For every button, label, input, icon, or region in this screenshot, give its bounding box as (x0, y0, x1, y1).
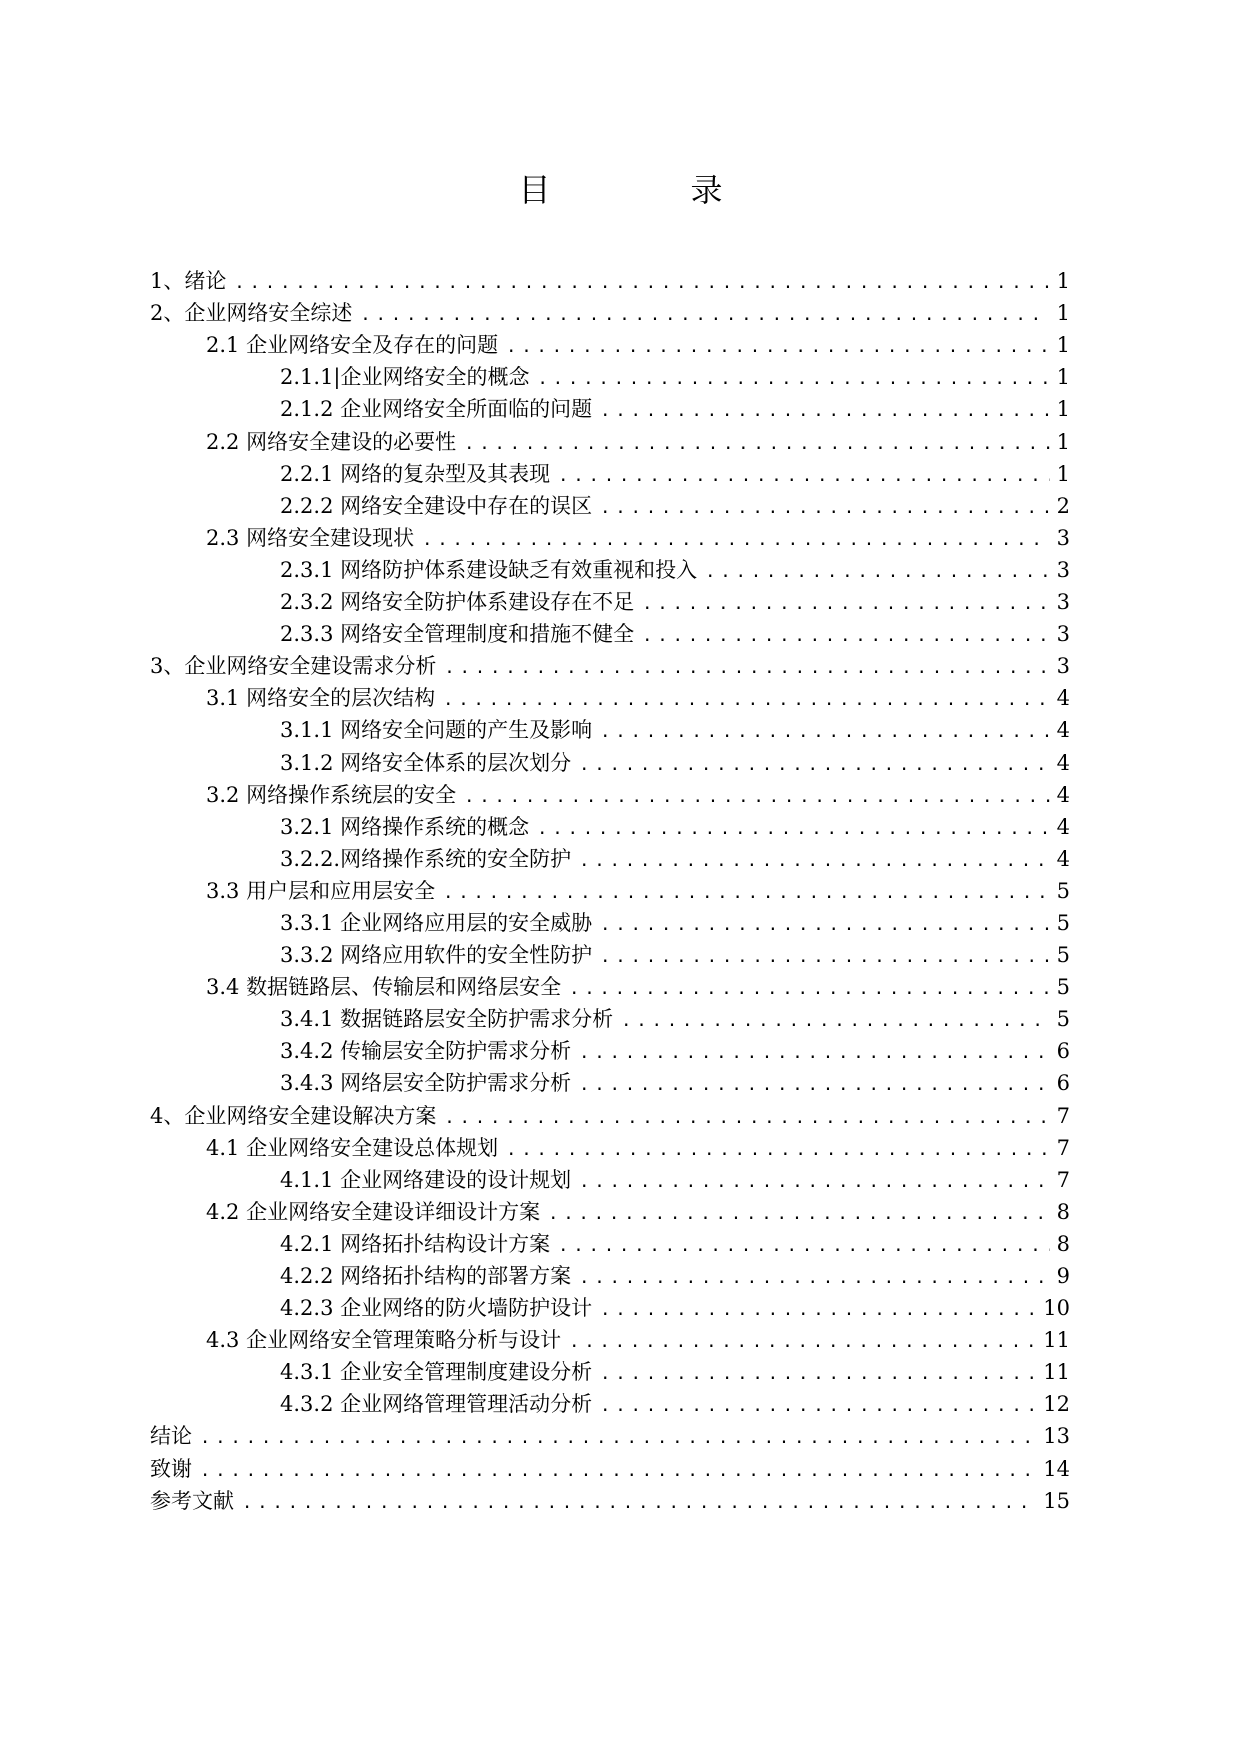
toc-dot-leader (506, 336, 1050, 358)
toc-entry[interactable] (150, 872, 1070, 904)
toc-entry-page-number: 1 (1056, 429, 1070, 454)
toc-entry-title: 3.4.2 传输层安全防护需求分析 (280, 1039, 572, 1064)
toc-entry[interactable] (150, 1129, 1070, 1161)
toc-dot-leader (443, 689, 1050, 711)
toc-entry-title: 2.3.1 网络防护体系建设缺乏有效重视和投入 (280, 557, 698, 582)
toc-dot-leader (579, 1042, 1050, 1064)
toc-entry-title: 结论 (150, 1424, 192, 1449)
toc-entry[interactable] (150, 647, 1070, 679)
toc-dot-leader (538, 368, 1050, 390)
toc-entry-page-number: 5 (1056, 975, 1070, 1000)
toc-entry[interactable] (150, 808, 1070, 840)
toc-entry-title: 3.2.1 网络操作系统的概念 (280, 814, 530, 839)
toc-dot-leader (600, 721, 1050, 743)
toc-entry[interactable] (150, 679, 1070, 711)
toc-entry[interactable] (150, 936, 1070, 968)
toc-entry-page-number: 6 (1056, 1071, 1070, 1096)
toc-entry-title: 3.2 网络操作系统层的安全 (206, 782, 457, 807)
toc-dot-leader (242, 1492, 1037, 1514)
toc-entry[interactable] (150, 1385, 1070, 1417)
toc-entry[interactable] (150, 711, 1070, 743)
toc-entry[interactable] (150, 615, 1070, 647)
toc-entry-page-number: 1 (1056, 365, 1070, 390)
toc-entry-title: 3.3.1 企业网络应用层的安全威胁 (280, 910, 593, 935)
toc-dot-leader (705, 561, 1050, 583)
toc-entry[interactable] (150, 583, 1070, 615)
toc-entry[interactable] (150, 487, 1070, 519)
toc-entry-title: 3.1.2 网络安全体系的层次划分 (280, 750, 572, 775)
toc-dot-leader (600, 1395, 1037, 1417)
toc-entry-title: 3.1 网络安全的层次结构 (206, 686, 436, 711)
page-title: 目 录 (518, 171, 777, 209)
toc-entry-page-number: 4 (1056, 782, 1070, 807)
toc-entry-title: 2.1 企业网络安全及存在的问题 (206, 333, 499, 358)
toc-dot-leader (464, 433, 1050, 455)
toc-entry-title: 4.2.2 网络拓扑结构的部署方案 (280, 1264, 572, 1288)
toc-entry-page-number: 1 (1056, 301, 1070, 326)
toc-entry[interactable] (150, 1353, 1070, 1385)
toc-entry-title: 3.4.3 网络层安全防护需求分析 (280, 1071, 572, 1096)
toc-dot-leader (600, 914, 1050, 936)
toc-entry-title: 3.4 数据链路层、传输层和网络层安全 (206, 975, 562, 1000)
toc-entry-title: 4.3 企业网络安全管理策略分析与设计 (206, 1328, 562, 1353)
toc-entry-page-number: 7 (1056, 1103, 1070, 1128)
toc-entry-page-number: 11 (1043, 1328, 1070, 1353)
toc-dot-leader (579, 1267, 1050, 1289)
toc-entry[interactable] (150, 422, 1070, 454)
toc-entry[interactable] (150, 1000, 1070, 1032)
toc-dot-leader (443, 882, 1050, 904)
toc-entry-page-number: 1 (1056, 397, 1070, 422)
toc-dot-leader (579, 754, 1050, 776)
toc-entry-page-number: 3 (1056, 557, 1070, 582)
toc-dot-leader (360, 304, 1050, 326)
toc-entry[interactable] (150, 1032, 1070, 1064)
toc-entry-title: 2.3.3 网络安全管理制度和措施不健全 (280, 622, 635, 647)
toc-entry[interactable] (150, 1289, 1070, 1321)
toc-entry-page-number: 11 (1043, 1360, 1070, 1385)
toc-dot-leader (558, 1235, 1050, 1257)
toc-entry[interactable] (150, 904, 1070, 936)
toc-entry-page-number: 1 (1056, 269, 1070, 294)
toc-entry-page-number: 3 (1056, 622, 1070, 647)
toc-dot-leader (569, 978, 1050, 1000)
toc-entry-title: 2.2 网络安全建设的必要性 (206, 429, 457, 454)
toc-entry-title: 2.2.1 网络的复杂型及其表现 (280, 461, 551, 486)
toc-entry[interactable] (150, 743, 1070, 775)
toc-entry[interactable] (150, 1482, 1070, 1514)
toc-dot-leader (600, 1299, 1037, 1321)
toc-dot-leader (600, 1363, 1037, 1385)
toc-entry-title: 2.2.2 网络安全建设中存在的误区 (280, 493, 593, 518)
toc-dot-leader (600, 946, 1050, 968)
toc-entry-page-number: 9 (1056, 1264, 1070, 1288)
toc-dot-leader (558, 465, 1050, 487)
toc-dot-leader (548, 1203, 1050, 1225)
toc-entry-page-number: 15 (1043, 1488, 1070, 1513)
toc-entry-title: 4.2.3 企业网络的防火墙防护设计 (280, 1296, 593, 1321)
toc-entry[interactable] (150, 1193, 1070, 1225)
toc-entry[interactable] (150, 455, 1070, 487)
toc-entry-page-number: 8 (1056, 1231, 1070, 1256)
toc-dot-leader (579, 1171, 1050, 1193)
toc-entry-page-number: 1 (1056, 333, 1070, 358)
toc-entry-title: 2.3.2 网络安全防护体系建设存在不足 (280, 590, 635, 615)
toc-entry-page-number: 3 (1056, 654, 1070, 679)
toc-entry-title: 2.3 网络安全建设现状 (206, 525, 415, 550)
toc-dot-leader (600, 400, 1050, 422)
toc-entry-page-number: 4 (1056, 846, 1070, 871)
toc-entry[interactable] (150, 1225, 1070, 1257)
toc-dot-leader (569, 1331, 1037, 1353)
toc-entry[interactable] (150, 262, 1070, 294)
toc-dot-leader (579, 1074, 1050, 1096)
toc-entry-page-number: 13 (1043, 1424, 1070, 1449)
toc-entry-title: 3.3 用户层和应用层安全 (206, 878, 436, 903)
toc-entry-page-number: 7 (1056, 1135, 1070, 1160)
toc-entry-title: 3.2.2.网络操作系统的安全防护 (280, 846, 572, 871)
toc-entry-title: 4、企业网络安全建设解决方案 (150, 1103, 437, 1128)
toc-entry-page-number: 7 (1056, 1167, 1070, 1192)
toc-dot-leader (600, 497, 1050, 519)
toc-dot-leader (642, 625, 1050, 647)
toc-entry-title: 4.2 企业网络安全建设详细设计方案 (206, 1199, 541, 1224)
toc-entry[interactable] (150, 1321, 1070, 1353)
toc-entry-page-number: 4 (1056, 814, 1070, 839)
toc-entry-page-number: 5 (1056, 943, 1070, 968)
toc-dot-leader (444, 657, 1050, 679)
toc-entry-title: 3、企业网络安全建设需求分析 (150, 654, 437, 679)
toc-entry-title: 2.1.1|企业网络安全的概念 (280, 365, 530, 390)
toc-entry[interactable] (150, 1064, 1070, 1096)
toc-entry-title: 3.4.1 数据链路层安全防护需求分析 (280, 1007, 614, 1032)
toc-dot-leader (642, 593, 1050, 615)
toc-entry-title: 4.1.1 企业网络建设的设计规划 (280, 1167, 572, 1192)
toc-entry[interactable] (150, 1096, 1070, 1128)
toc-entry-title: 3.3.2 网络应用软件的安全性防护 (280, 943, 593, 968)
toc-entry-title: 参考文献 (150, 1488, 234, 1513)
toc-entry-page-number: 5 (1056, 878, 1070, 903)
toc-entry-title: 4.2.1 网络拓扑结构设计方案 (280, 1231, 551, 1256)
toc-entry[interactable] (150, 358, 1070, 390)
toc-entry-page-number: 5 (1056, 1007, 1070, 1032)
toc-entry-page-number: 8 (1056, 1199, 1070, 1224)
toc-entry-page-number: 4 (1056, 718, 1070, 743)
toc-dot-leader (234, 272, 1050, 294)
toc-entry[interactable] (150, 1257, 1070, 1289)
toc-dot-leader (422, 529, 1050, 551)
toc-entry[interactable] (150, 776, 1070, 808)
toc-dot-leader (621, 1010, 1050, 1032)
toc-entry-page-number: 3 (1056, 525, 1070, 550)
toc-dot-leader (506, 1139, 1050, 1161)
toc-entry-title: 4.3.2 企业网络管理管理活动分析 (280, 1392, 593, 1417)
toc-entry-page-number: 1 (1056, 461, 1070, 486)
toc-entry[interactable] (150, 1449, 1070, 1481)
toc-entry-page-number: 2 (1056, 493, 1070, 518)
toc-entry-title: 2.1.2 企业网络安全所面临的问题 (280, 397, 593, 422)
toc-entry-page-number: 6 (1056, 1039, 1070, 1064)
toc-dot-leader (444, 1107, 1050, 1129)
toc-entry-page-number: 5 (1056, 910, 1070, 935)
toc-entry[interactable] (150, 294, 1070, 326)
toc-entry-page-number: 14 (1043, 1456, 1070, 1481)
toc-entry-page-number: 3 (1056, 590, 1070, 615)
toc-entry[interactable] (150, 840, 1070, 872)
toc-entry-page-number: 4 (1056, 750, 1070, 775)
toc-entry-page-number: 12 (1043, 1392, 1070, 1417)
toc-entry-title: 1、绪论 (150, 269, 227, 294)
toc-entry[interactable] (150, 551, 1070, 583)
toc-dot-leader (200, 1460, 1037, 1482)
toc-entry[interactable] (150, 1161, 1070, 1193)
toc-entry-title: 4.1 企业网络安全建设总体规划 (206, 1135, 499, 1160)
toc-entry-page-number: 4 (1056, 686, 1070, 711)
table-of-contents (150, 262, 1070, 1514)
toc-entry[interactable] (150, 968, 1070, 1000)
toc-entry-title: 2、企业网络安全综述 (150, 301, 353, 326)
toc-dot-leader (579, 850, 1050, 872)
toc-entry-title: 致谢 (150, 1456, 192, 1481)
toc-entry[interactable] (150, 390, 1070, 422)
toc-entry[interactable] (150, 519, 1070, 551)
toc-entry-page-number: 10 (1043, 1296, 1070, 1321)
toc-entry[interactable] (150, 326, 1070, 358)
toc-dot-leader (200, 1427, 1037, 1449)
toc-entry[interactable] (150, 1417, 1070, 1449)
toc-entry-title: 4.3.1 企业安全管理制度建设分析 (280, 1360, 593, 1385)
toc-dot-leader (537, 818, 1050, 840)
toc-dot-leader (464, 786, 1050, 808)
toc-entry-title: 3.1.1 网络安全问题的产生及影响 (280, 718, 593, 743)
